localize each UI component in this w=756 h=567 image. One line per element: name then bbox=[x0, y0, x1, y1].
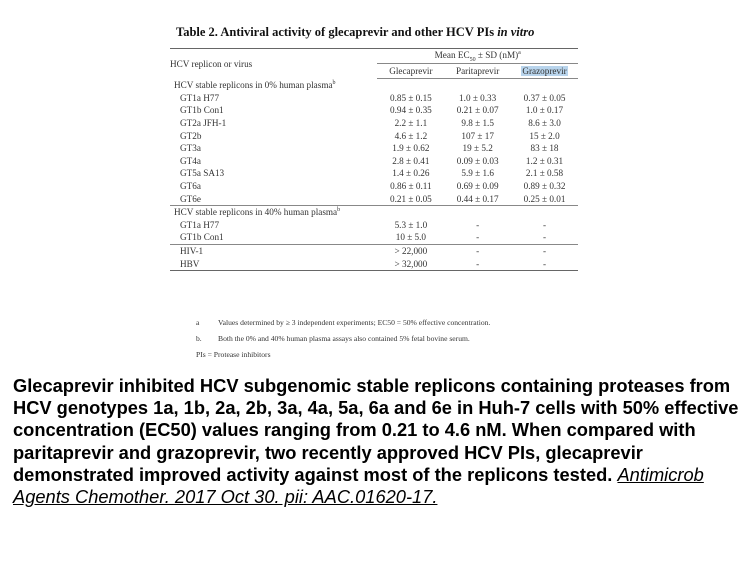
table-row bbox=[170, 192, 578, 205]
table-cell: 4.6 ± 1.2 bbox=[394, 130, 428, 141]
table-row bbox=[170, 219, 578, 232]
table-cell: 5.3 ± 1.0 bbox=[394, 219, 428, 230]
footnote bbox=[196, 318, 616, 334]
table-cell: - bbox=[444, 257, 511, 270]
row-label: GT2a JFH-1 bbox=[180, 118, 227, 129]
footnote bbox=[196, 350, 616, 366]
table-cell: - bbox=[476, 219, 480, 230]
table-title-italic: in vitro bbox=[497, 25, 535, 39]
row-label: HBV bbox=[170, 257, 377, 270]
table-cell: 83 ± 18 bbox=[530, 143, 559, 154]
summary-text: Glecaprevir inhibited HCV subgenomic stable replicons containing proteases from HCV genotypes 1a, 1b, 2a, 2b, 3a, 4a, 5a, 6a and 6e in Huh-7 cells with 50% effective concentration (EC50) values ranging from 0.21 to 4.6 nM. When compared with paritaprevir and grazoprevir, two recently approved HCV PIs, glecaprevir demonstrated improved activity against most of the replicons tested. bbox=[13, 375, 739, 485]
table-cell: 0.09 ± 0.03 bbox=[456, 155, 499, 166]
col-grazoprevir: Grazoprevir bbox=[511, 64, 578, 79]
footnote-text: Values determined by ≥ 3 independent experiments; EC50 = 50% effective concentration. bbox=[218, 318, 491, 327]
row-label: GT6e bbox=[180, 193, 201, 204]
summary-paragraph bbox=[13, 375, 753, 508]
col-paritaprevir: Paritaprevir bbox=[444, 64, 511, 79]
table-cell: 2.8 ± 0.41 bbox=[392, 155, 430, 166]
table-row bbox=[170, 180, 578, 193]
table-row bbox=[170, 244, 578, 257]
table-row bbox=[170, 142, 578, 155]
table-cell: 0.21 ± 0.05 bbox=[389, 193, 432, 204]
table-cell: 2.1 ± 0.58 bbox=[525, 168, 564, 179]
table-cell: 2.2 ± 1.1 bbox=[394, 118, 428, 129]
table-cell: 15 ± 2.0 bbox=[529, 130, 560, 141]
citation-link[interactable]: Antimicrob Agents Chemother. 2017 Oct 30. pii: AAC.01620-17. bbox=[13, 463, 704, 508]
table-cell: 0.94 ± 0.35 bbox=[389, 105, 432, 116]
table-row bbox=[170, 231, 578, 244]
section-heading-row bbox=[170, 79, 578, 92]
table-cell: 0.86 ± 0.11 bbox=[390, 181, 432, 192]
footnote-text: PIs = Protease inhibitors bbox=[196, 350, 271, 359]
group-header: Mean $EC_{50}$ ± SD (nM)$^a$ bbox=[377, 49, 578, 64]
row-label: GT5a SA13 bbox=[180, 168, 225, 179]
table-cell: 0.69 ± 0.09 bbox=[456, 181, 499, 192]
table-cell: 8.6 ± 3.0 bbox=[528, 118, 561, 129]
table-cell: 5.9 ± 1.6 bbox=[461, 168, 494, 179]
table-cell: 9.8 ± 1.5 bbox=[461, 118, 494, 129]
table-cell: 107 ± 17 bbox=[461, 130, 494, 141]
table-cell: 0.37 ± 0.05 bbox=[523, 92, 566, 103]
table-cell: - bbox=[511, 257, 578, 270]
table-cell: > 22,000 bbox=[377, 244, 444, 257]
row-label: HIV-1 bbox=[170, 244, 377, 257]
table-body bbox=[170, 79, 578, 271]
row-label: GT3a bbox=[180, 143, 201, 154]
footnote-text: Both the 0% and 40% human plasma assays also contained 5% fetal bovine serum. bbox=[218, 334, 470, 343]
table-title: Table 2. Antiviral activity of glecaprevir and other HCV PIs in vitro bbox=[176, 25, 535, 39]
table-cell: 0.89 ± 0.32 bbox=[523, 181, 566, 192]
footnote-mark: b. bbox=[196, 334, 202, 343]
row-label: GT1a H77 bbox=[180, 92, 220, 103]
table-row bbox=[170, 167, 578, 180]
antiviral-activity-table bbox=[170, 48, 578, 271]
footnote bbox=[196, 334, 616, 350]
col-glecaprevir: Glecaprevir bbox=[377, 64, 444, 79]
row-header: HCV replicon or virus bbox=[170, 49, 377, 79]
table-row bbox=[170, 257, 578, 270]
footnotes bbox=[196, 318, 616, 366]
row-label: GT1b Con1 bbox=[180, 105, 224, 116]
row-label: GT2b bbox=[180, 130, 202, 141]
table-row bbox=[170, 92, 578, 105]
table-cell: - bbox=[542, 219, 547, 230]
section-heading-row bbox=[170, 205, 578, 218]
table-cell: 0.25 ± 0.01 bbox=[523, 193, 566, 204]
table-cell: 1.0 ± 0.33 bbox=[459, 92, 497, 103]
table-row bbox=[170, 104, 578, 117]
table-row bbox=[170, 155, 578, 168]
table-cell: - bbox=[542, 232, 547, 243]
table-cell: 1.4 ± 0.26 bbox=[392, 168, 430, 179]
table-cell: 0.21 ± 0.07 bbox=[456, 105, 499, 116]
table-cell: - bbox=[476, 232, 480, 243]
table-cell: 10 ± 5.0 bbox=[395, 232, 427, 243]
table-cell: 1.9 ± 0.62 bbox=[392, 143, 430, 154]
row-label: GT1b Con1 bbox=[180, 232, 224, 243]
row-label: GT6a bbox=[180, 181, 201, 192]
table-header-row bbox=[170, 49, 578, 64]
footnote-mark: a bbox=[196, 318, 200, 327]
table-cell: > 32,000 bbox=[377, 257, 444, 270]
table-cell: 0.44 ± 0.17 bbox=[456, 193, 499, 204]
row-label: GT1a H77 bbox=[180, 219, 220, 230]
section-heading: HCV stable replicons in 40% human plasma$^b$ bbox=[170, 205, 578, 218]
table-cell: - bbox=[444, 244, 511, 257]
table-row bbox=[170, 117, 578, 130]
table-cell: 1.2 ± 0.31 bbox=[525, 155, 564, 166]
table-row bbox=[170, 129, 578, 142]
table-cell: 1.0 ± 0.17 bbox=[525, 105, 564, 116]
section-heading: HCV stable replicons in 0% human plasma$^b$ bbox=[174, 80, 336, 91]
table-cell: 0.85 ± 0.15 bbox=[389, 92, 432, 103]
table-cell: 19 ± 5.2 bbox=[462, 143, 493, 154]
table-cell: - bbox=[511, 244, 578, 257]
row-label: GT4a bbox=[180, 155, 201, 166]
